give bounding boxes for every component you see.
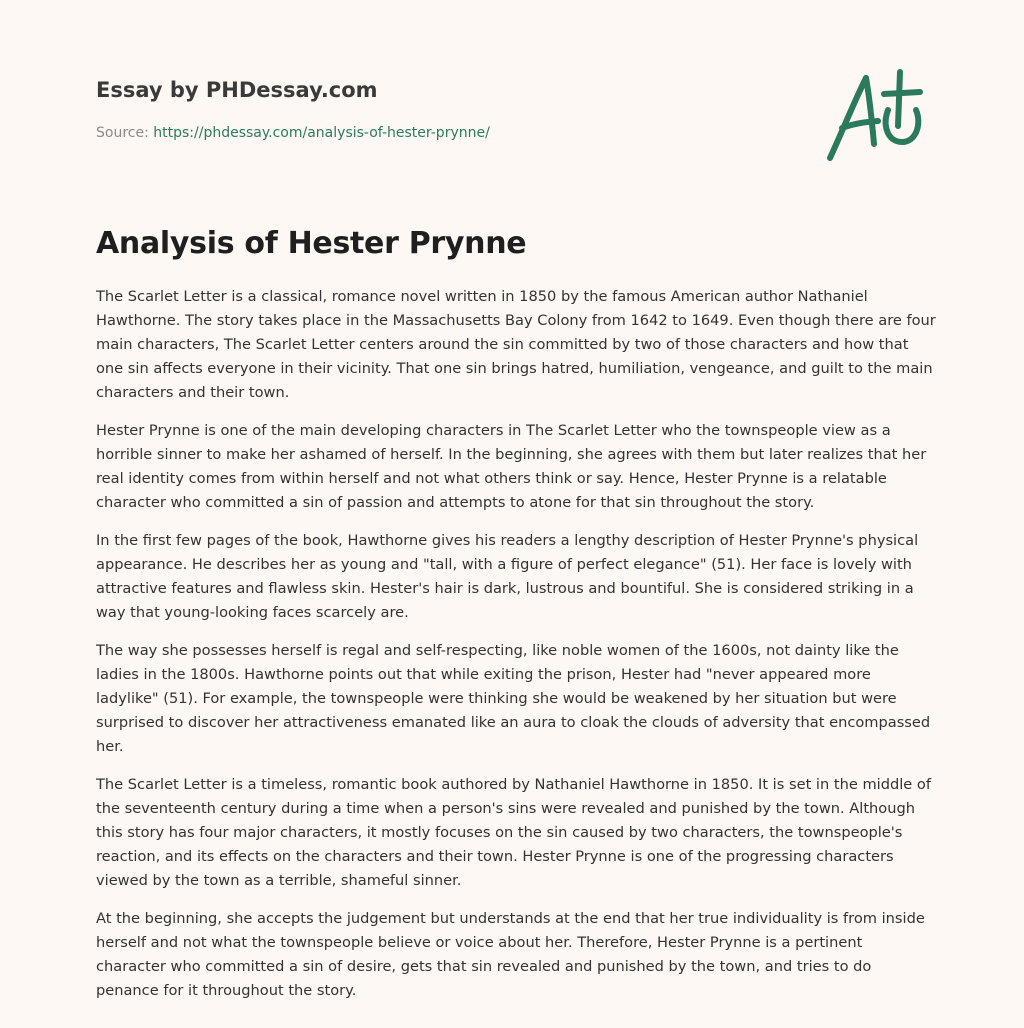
- a-plus-logo-icon: [820, 66, 930, 166]
- brand-title: Essay by PHDessay.com: [96, 78, 378, 102]
- paragraph: At the beginning, she accepts the judgement but understands at the end that her true individuality is from inside herself and not what the townspeople believe or voice about her. Therefore, Hester Prynne is a pertinent character who committed a sin of desire, gets that sin revealed and punished by the town, and tries to do penance for it throughout the story.: [96, 910, 925, 999]
- page-title: Analysis of Hester Prynne: [96, 226, 527, 261]
- paragraph: In the first few pages of the book, Hawthorne gives his readers a lengthy description of Hester Prynne's physical appearance. He describes her as young and "tall, with a figure of perfect elegance" (51). Her face is lovely with attractive features and flawless skin. Hester's hair is dark, lustrous and bountiful. She is considered striking in a way that young-looking faces scarcely are.: [96, 532, 919, 621]
- header: [96, 76, 928, 104]
- paragraph: The Scarlet Letter is a timeless, romantic book authored by Nathaniel Hawthorne in 1850. It is set in the middle of the seventeenth century during a time when a person's sins were revealed and punished by the town. Although this story has four major characters, it mostly focuses on the sin caused by two characters, the townspeople's reaction, and its effects on the characters and their town. Hester Prynne is one of the progressing characters viewed by the town as a terrible, shameful sinner.: [96, 776, 931, 889]
- source-link[interactable]: https://phdessay.com/analysis-of-hester-prynne/: [153, 125, 490, 141]
- paragraph: The Scarlet Letter is a classical, romance novel written in 1850 by the famous American author Nathaniel Hawthorne. The story takes place in the Massachusetts Bay Colony from 1642 to 1649. Even though there are four main characters, The Scarlet Letter centers around the sin committed by two of those characters and how that one sin affects everyone in their vicinity. That one sin brings hatred, humiliation, vengeance, and guilt to the main characters and their town.: [96, 288, 936, 401]
- article-body: [96, 285, 936, 1017]
- paragraph: The way she possesses herself is regal and self-respecting, like noble women of the 1600s, not dainty like the ladies in the 1800s. Hawthorne points out that while exiting the prison, Hester had "never appeared more ladylike" (51). For example, the townspeople were thinking she would be weakened by her situation but were surprised to discover her attractiveness emanated like an aura to cloak the clouds of adversity that encompassed her.: [96, 642, 931, 755]
- source-line: [96, 124, 490, 142]
- paragraph: Hester Prynne is one of the main developing characters in The Scarlet Letter who the townspeople view as a horrible sinner to make her ashamed of herself. In the beginning, she agrees with them but later realizes that her real identity comes from within herself and not what others think or say. Hence, Hester Prynne is a relatable character who committed a sin of passion and attempts to atone for that sin throughout the story.: [96, 422, 927, 511]
- source-label: Source:: [96, 125, 154, 141]
